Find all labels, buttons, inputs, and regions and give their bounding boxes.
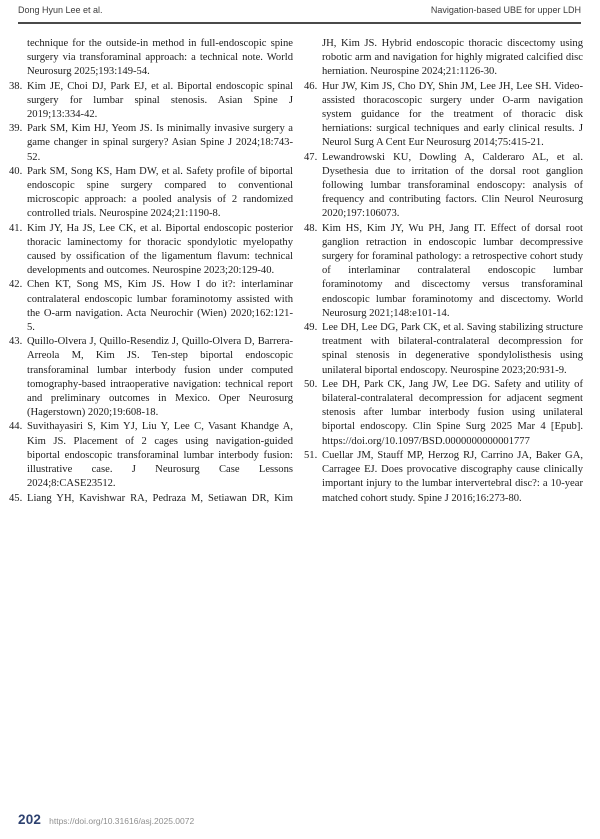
reference-number [9,37,27,80]
reference-text: Lee DH, Park CK, Jang JW, Lee DG. Safety and utility of bilateral-contralateral decompression for adjacent segment stenosis after lumbar interbody fusion using unilateral biportal endoscopy. Clin Spine Surg 2025 Mar 4 [Epub]. https://doi.org/10.1097/BSD.0000000000001777 [322,378,583,447]
reference-number: 49. [304,322,318,334]
reference-item [304,222,583,321]
reference-text: Lee DH, Lee DG, Park CK, et al. Saving stabilizing structure treatment with bilateral-contralateral decompression for spinal stenosis in degenerative spondylolisthesis using unilateral biportal endoscopy. Neurospine 2023;20:931-9. [322,322,583,376]
references-section [9,37,583,506]
page-footer [18,812,194,827]
reference-item [9,492,293,506]
reference-item [304,449,583,506]
reference-number: 38. [9,80,23,92]
reference-text: Liang YH, Kavishwar RA, Pedraza M, Setiawan DR, Kim [27,492,293,504]
reference-item [9,165,293,222]
reference-number: 39. [9,123,23,135]
running-head [18,5,581,15]
reference-item [9,80,293,123]
reference-item [304,151,583,222]
reference-item [9,122,293,165]
page-number: 202 [18,812,42,827]
reference-number: 46. [304,80,318,92]
reference-item [304,37,583,80]
reference-number: 42. [9,279,23,291]
reference-text: Kim HS, Kim JY, Wu PH, Jang IT. Effect of dorsal root ganglion retraction in endoscopic lumbar decompressive surgery for foraminal pathology: a retrospective cohort study of interlaminar contralateral endoscopic lumbar foraminotomy and discectomy versus transforaminal endoscopic lumbar foraminotomy and discectomy. World Neurosurg 2021;148:e101-14. [322,222,583,319]
reference-item [304,80,583,151]
reference-item [9,278,293,335]
reference-number: 40. [9,165,23,177]
references-column-left [9,37,293,506]
reference-number [304,37,322,80]
reference-text: Park SM, Kim HJ, Yeom JS. Is minimally invasive surgery a game changer in spinal surgery? Asian Spine J 2024;18:743-52. [27,123,293,163]
reference-number: 41. [9,222,23,234]
reference-text: Chen KT, Song MS, Kim JS. How I do it?: interlaminar contralateral endoscopic lumbar foraminotomy assisted with the O-arm navigation. Acta Neurochir (Wien) 2020;162:121-5. [27,279,293,334]
reference-number: 43. [9,336,23,348]
reference-text: Kim JE, Choi DJ, Park EJ, et al. Biportal endoscopic spinal surgery for lumbar spinal stenosis. Asian Spine J 2019;13:334-42. [27,80,293,121]
reference-item [9,335,293,420]
reference-text: Park SM, Song KS, Ham DW, et al. Safety profile of biportal endoscopic spine surgery compared to conventional microscopic approach: a pooled analysis of 2 randomized controlled trials. Neurospine 2024;21:1190-8. [27,165,293,220]
reference-text: Quillo-Olvera J, Quillo-Resendiz J, Quillo-Olvera D, Barrera-Arreola M, Kim JS. Ten-step biportal endoscopic transforaminal lumbar interbody fusion under computed tomography-based intraoperative navigation: technical report and preliminary outcomes in Mexico. Oper Neurosurg (Hagerstown) 2020;19:608-18. [27,336,293,419]
reference-item [9,222,293,279]
reference-number: 51. [304,449,318,461]
reference-item [304,378,583,449]
reference-text: Suvithayasiri S, Kim YJ, Liu Y, Lee C, Vasant Khandge A, Kim JS. Placement of 2 cages using navigation-guided biportal endoscopic transforaminal lumbar interbody fusion: illustrative case. J Neurosurg Case Lessons 2024;8:CASE23512. [27,421,293,490]
reference-number: 44. [9,421,23,433]
reference-text: Kim JY, Ha JS, Lee CK, et al. Biportal endoscopic posterior thoracic laminectomy for thoracic spondylotic myelopathy caused by ossification of the ligamentum flavum: technical developments and outcomes. Neurospine 2023;20:129-40. [27,222,293,277]
reference-item [9,420,293,491]
reference-text: JH, Kim JS. Hybrid endoscopic thoracic discectomy using robotic arm and navigation for highly migrated calcified disc herniation. Neurospine 2024;21:1126-30. [322,38,583,78]
running-head-title: Navigation-based UBE for upper LDH [430,5,581,15]
reference-item [9,37,293,80]
reference-item [304,321,583,378]
reference-number: 45. [9,492,23,504]
running-head-author: Dong Hyun Lee et al. [18,5,103,15]
reference-text: Hur JW, Kim JS, Cho DY, Shin JM, Lee JH, Lee SH. Video-assisted thoracoscopic surgery under O-arm navigation system guidance for the treatment of thoracic disk herniations: surgical techniques and early clinical results. J Neurol Surg A Cent Eur Neurosurg 2014;75:415-21. [322,80,583,149]
reference-text: Lewandrowski KU, Dowling A, Calderaro AL, et al. Dysethesia due to irritation of the dorsal root ganglion following lumbar transforaminal endoscopy: analysis of frequency and contributing factors. Clin Neurol Neurosurg 2020;197:106073. [322,151,583,220]
reference-number: 48. [304,222,318,234]
references-column-right [304,37,583,506]
page-doi: https://doi.org/10.31616/asj.2025.0072 [49,816,195,826]
header-rule [18,22,581,24]
reference-number: 47. [304,151,318,163]
reference-number: 50. [304,378,318,390]
reference-text: Cuellar JM, Stauff MP, Herzog RJ, Carrino JA, Baker GA, Carragee EJ. Does provocative discography cause clinically important injury to the lumbar intervertebral disc?: a 10-year matched cohort study. Spine J 2016;16:273-80. [322,449,583,504]
reference-text: technique for the outside-in method in full-endoscopic spine surgery via transforaminal approach: a technical note. World Neurosurg 2025;193:149-54. [27,38,293,78]
